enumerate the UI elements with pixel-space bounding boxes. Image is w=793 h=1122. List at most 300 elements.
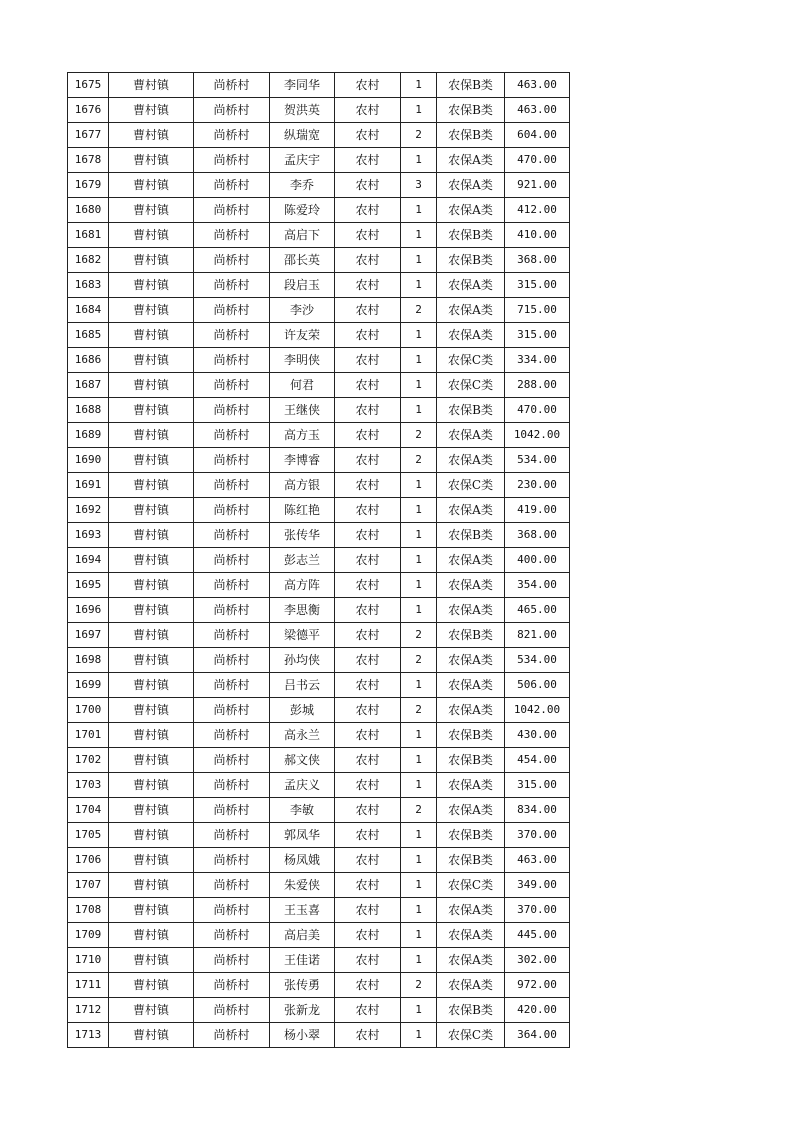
name-cell: 王继侠 [270, 398, 335, 423]
village-cell: 尚桥村 [194, 273, 270, 298]
village-cell: 尚桥村 [194, 398, 270, 423]
name-cell: 贺洪英 [270, 98, 335, 123]
row-number-cell: 1681 [68, 223, 109, 248]
category-cell: 农保A类 [437, 598, 505, 623]
row-number-cell: 1699 [68, 673, 109, 698]
category-cell: 农保A类 [437, 173, 505, 198]
village-cell: 尚桥村 [194, 673, 270, 698]
name-cell: 孟庆宇 [270, 148, 335, 173]
name-cell: 高方银 [270, 473, 335, 498]
village-cell: 尚桥村 [194, 223, 270, 248]
name-cell: 孟庆义 [270, 773, 335, 798]
area-type-cell: 农村 [335, 548, 401, 573]
name-cell: 杨凤娥 [270, 848, 335, 873]
category-cell: 农保A类 [437, 648, 505, 673]
name-cell: 陈红艳 [270, 498, 335, 523]
village-cell: 尚桥村 [194, 123, 270, 148]
village-cell: 尚桥村 [194, 798, 270, 823]
category-cell: 农保A类 [437, 273, 505, 298]
area-type-cell: 农村 [335, 773, 401, 798]
area-type-cell: 农村 [335, 498, 401, 523]
town-cell: 曹村镇 [109, 698, 194, 723]
category-cell: 农保C类 [437, 348, 505, 373]
table-row [68, 348, 570, 373]
village-cell: 尚桥村 [194, 148, 270, 173]
town-cell: 曹村镇 [109, 973, 194, 998]
household-size-cell: 1 [401, 848, 437, 873]
area-type-cell: 农村 [335, 173, 401, 198]
amount-cell: 454.00 [505, 748, 570, 773]
household-size-cell: 1 [401, 98, 437, 123]
row-number-cell: 1676 [68, 98, 109, 123]
row-number-cell: 1683 [68, 273, 109, 298]
table-row [68, 673, 570, 698]
village-cell: 尚桥村 [194, 598, 270, 623]
name-cell: 孙均侠 [270, 648, 335, 673]
amount-cell: 463.00 [505, 98, 570, 123]
area-type-cell: 农村 [335, 98, 401, 123]
village-cell: 尚桥村 [194, 448, 270, 473]
table-row [68, 448, 570, 473]
area-type-cell: 农村 [335, 448, 401, 473]
area-type-cell: 农村 [335, 998, 401, 1023]
name-cell: 李博睿 [270, 448, 335, 473]
name-cell: 朱爱侠 [270, 873, 335, 898]
household-size-cell: 1 [401, 1023, 437, 1048]
category-cell: 农保B类 [437, 998, 505, 1023]
table-row [68, 373, 570, 398]
amount-cell: 470.00 [505, 398, 570, 423]
town-cell: 曹村镇 [109, 823, 194, 848]
row-number-cell: 1704 [68, 798, 109, 823]
category-cell: 农保B类 [437, 123, 505, 148]
household-size-cell: 1 [401, 373, 437, 398]
household-size-cell: 1 [401, 473, 437, 498]
table-row [68, 848, 570, 873]
town-cell: 曹村镇 [109, 73, 194, 98]
town-cell: 曹村镇 [109, 773, 194, 798]
town-cell: 曹村镇 [109, 523, 194, 548]
category-cell: 农保B类 [437, 398, 505, 423]
table-row [68, 398, 570, 423]
name-cell: 李敏 [270, 798, 335, 823]
row-number-cell: 1708 [68, 898, 109, 923]
name-cell: 郭凤华 [270, 823, 335, 848]
area-type-cell: 农村 [335, 673, 401, 698]
household-size-cell: 1 [401, 948, 437, 973]
table-row [68, 223, 570, 248]
village-cell: 尚桥村 [194, 248, 270, 273]
name-cell: 高永兰 [270, 723, 335, 748]
row-number-cell: 1703 [68, 773, 109, 798]
row-number-cell: 1696 [68, 598, 109, 623]
name-cell: 李沙 [270, 298, 335, 323]
town-cell: 曹村镇 [109, 673, 194, 698]
row-number-cell: 1685 [68, 323, 109, 348]
household-size-cell: 1 [401, 898, 437, 923]
category-cell: 农保A类 [437, 198, 505, 223]
area-type-cell: 农村 [335, 273, 401, 298]
row-number-cell: 1710 [68, 948, 109, 973]
name-cell: 郝文侠 [270, 748, 335, 773]
village-cell: 尚桥村 [194, 973, 270, 998]
table-row [68, 1023, 570, 1048]
table-row [68, 598, 570, 623]
town-cell: 曹村镇 [109, 498, 194, 523]
table-row [68, 723, 570, 748]
area-type-cell: 农村 [335, 423, 401, 448]
amount-cell: 230.00 [505, 473, 570, 498]
village-cell: 尚桥村 [194, 348, 270, 373]
name-cell: 许友荣 [270, 323, 335, 348]
household-size-cell: 1 [401, 248, 437, 273]
row-number-cell: 1702 [68, 748, 109, 773]
category-cell: 农保B类 [437, 748, 505, 773]
amount-cell: 315.00 [505, 273, 570, 298]
category-cell: 农保A类 [437, 798, 505, 823]
town-cell: 曹村镇 [109, 348, 194, 373]
category-cell: 农保A类 [437, 973, 505, 998]
row-number-cell: 1688 [68, 398, 109, 423]
household-size-cell: 1 [401, 998, 437, 1023]
category-cell: 农保B类 [437, 523, 505, 548]
household-size-cell: 1 [401, 323, 437, 348]
amount-cell: 463.00 [505, 848, 570, 873]
household-size-cell: 3 [401, 173, 437, 198]
amount-cell: 334.00 [505, 348, 570, 373]
area-type-cell: 农村 [335, 1023, 401, 1048]
amount-cell: 302.00 [505, 948, 570, 973]
name-cell: 张传华 [270, 523, 335, 548]
village-cell: 尚桥村 [194, 198, 270, 223]
category-cell: 农保B类 [437, 248, 505, 273]
town-cell: 曹村镇 [109, 723, 194, 748]
village-cell: 尚桥村 [194, 373, 270, 398]
amount-cell: 410.00 [505, 223, 570, 248]
town-cell: 曹村镇 [109, 1023, 194, 1048]
household-size-cell: 2 [401, 123, 437, 148]
area-type-cell: 农村 [335, 648, 401, 673]
category-cell: 农保A类 [437, 898, 505, 923]
town-cell: 曹村镇 [109, 648, 194, 673]
table-row [68, 423, 570, 448]
table-row [68, 748, 570, 773]
category-cell: 农保C类 [437, 373, 505, 398]
table-row [68, 73, 570, 98]
amount-cell: 315.00 [505, 773, 570, 798]
amount-cell: 419.00 [505, 498, 570, 523]
household-size-cell: 1 [401, 223, 437, 248]
category-cell: 农保A类 [437, 548, 505, 573]
town-cell: 曹村镇 [109, 173, 194, 198]
town-cell: 曹村镇 [109, 373, 194, 398]
amount-cell: 534.00 [505, 448, 570, 473]
town-cell: 曹村镇 [109, 273, 194, 298]
row-number-cell: 1690 [68, 448, 109, 473]
village-cell: 尚桥村 [194, 548, 270, 573]
name-cell: 李明侠 [270, 348, 335, 373]
household-size-cell: 1 [401, 523, 437, 548]
row-number-cell: 1675 [68, 73, 109, 98]
category-cell: 农保A类 [437, 573, 505, 598]
household-size-cell: 1 [401, 723, 437, 748]
row-number-cell: 1707 [68, 873, 109, 898]
table-row [68, 998, 570, 1023]
amount-cell: 470.00 [505, 148, 570, 173]
town-cell: 曹村镇 [109, 123, 194, 148]
area-type-cell: 农村 [335, 623, 401, 648]
category-cell: 农保A类 [437, 148, 505, 173]
amount-cell: 349.00 [505, 873, 570, 898]
name-cell: 王佳诺 [270, 948, 335, 973]
town-cell: 曹村镇 [109, 948, 194, 973]
amount-cell: 368.00 [505, 248, 570, 273]
village-cell: 尚桥村 [194, 523, 270, 548]
amount-cell: 400.00 [505, 548, 570, 573]
amount-cell: 370.00 [505, 898, 570, 923]
area-type-cell: 农村 [335, 248, 401, 273]
row-number-cell: 1687 [68, 373, 109, 398]
category-cell: 农保A类 [437, 673, 505, 698]
name-cell: 段启玉 [270, 273, 335, 298]
name-cell: 高启美 [270, 923, 335, 948]
area-type-cell: 农村 [335, 973, 401, 998]
household-size-cell: 1 [401, 598, 437, 623]
household-size-cell: 2 [401, 648, 437, 673]
table-row [68, 198, 570, 223]
village-cell: 尚桥村 [194, 498, 270, 523]
name-cell: 张传勇 [270, 973, 335, 998]
table-row [68, 923, 570, 948]
household-size-cell: 1 [401, 548, 437, 573]
table-row [68, 98, 570, 123]
name-cell: 彭城 [270, 698, 335, 723]
household-size-cell: 2 [401, 798, 437, 823]
village-cell: 尚桥村 [194, 573, 270, 598]
village-cell: 尚桥村 [194, 723, 270, 748]
household-size-cell: 2 [401, 423, 437, 448]
amount-cell: 288.00 [505, 373, 570, 398]
name-cell: 吕书云 [270, 673, 335, 698]
amount-cell: 821.00 [505, 623, 570, 648]
town-cell: 曹村镇 [109, 923, 194, 948]
household-size-cell: 1 [401, 573, 437, 598]
name-cell: 梁德平 [270, 623, 335, 648]
category-cell: 农保A类 [437, 498, 505, 523]
town-cell: 曹村镇 [109, 398, 194, 423]
amount-cell: 420.00 [505, 998, 570, 1023]
row-number-cell: 1691 [68, 473, 109, 498]
area-type-cell: 农村 [335, 598, 401, 623]
name-cell: 李思衡 [270, 598, 335, 623]
town-cell: 曹村镇 [109, 898, 194, 923]
amount-cell: 445.00 [505, 923, 570, 948]
category-cell: 农保A类 [437, 773, 505, 798]
area-type-cell: 农村 [335, 398, 401, 423]
row-number-cell: 1692 [68, 498, 109, 523]
village-cell: 尚桥村 [194, 873, 270, 898]
name-cell: 纵瑞宽 [270, 123, 335, 148]
name-cell: 邵长英 [270, 248, 335, 273]
household-size-cell: 2 [401, 973, 437, 998]
table-row [68, 798, 570, 823]
household-size-cell: 1 [401, 673, 437, 698]
row-number-cell: 1705 [68, 823, 109, 848]
row-number-cell: 1712 [68, 998, 109, 1023]
village-cell: 尚桥村 [194, 298, 270, 323]
household-size-cell: 1 [401, 148, 437, 173]
household-size-cell: 1 [401, 73, 437, 98]
amount-cell: 1042.00 [505, 423, 570, 448]
table-body [68, 73, 570, 1048]
village-cell: 尚桥村 [194, 623, 270, 648]
household-size-cell: 2 [401, 698, 437, 723]
table-row [68, 548, 570, 573]
name-cell: 李乔 [270, 173, 335, 198]
amount-cell: 972.00 [505, 973, 570, 998]
row-number-cell: 1700 [68, 698, 109, 723]
area-type-cell: 农村 [335, 573, 401, 598]
row-number-cell: 1697 [68, 623, 109, 648]
village-cell: 尚桥村 [194, 773, 270, 798]
amount-cell: 534.00 [505, 648, 570, 673]
area-type-cell: 农村 [335, 723, 401, 748]
amount-cell: 1042.00 [505, 698, 570, 723]
village-cell: 尚桥村 [194, 823, 270, 848]
household-size-cell: 1 [401, 198, 437, 223]
row-number-cell: 1713 [68, 1023, 109, 1048]
table-row [68, 648, 570, 673]
name-cell: 李同华 [270, 73, 335, 98]
household-size-cell: 1 [401, 873, 437, 898]
area-type-cell: 农村 [335, 848, 401, 873]
town-cell: 曹村镇 [109, 548, 194, 573]
amount-cell: 506.00 [505, 673, 570, 698]
category-cell: 农保B类 [437, 73, 505, 98]
table-row [68, 898, 570, 923]
area-type-cell: 农村 [335, 523, 401, 548]
row-number-cell: 1678 [68, 148, 109, 173]
village-cell: 尚桥村 [194, 923, 270, 948]
area-type-cell: 农村 [335, 798, 401, 823]
area-type-cell: 农村 [335, 948, 401, 973]
table-row [68, 498, 570, 523]
town-cell: 曹村镇 [109, 323, 194, 348]
amount-cell: 412.00 [505, 198, 570, 223]
table-row [68, 298, 570, 323]
town-cell: 曹村镇 [109, 873, 194, 898]
name-cell: 彭志兰 [270, 548, 335, 573]
area-type-cell: 农村 [335, 823, 401, 848]
household-size-cell: 1 [401, 823, 437, 848]
row-number-cell: 1677 [68, 123, 109, 148]
category-cell: 农保A类 [437, 298, 505, 323]
table-row [68, 273, 570, 298]
table-row [68, 698, 570, 723]
village-cell: 尚桥村 [194, 748, 270, 773]
row-number-cell: 1679 [68, 173, 109, 198]
amount-cell: 354.00 [505, 573, 570, 598]
row-number-cell: 1711 [68, 973, 109, 998]
category-cell: 农保A类 [437, 423, 505, 448]
amount-cell: 315.00 [505, 323, 570, 348]
table-row [68, 173, 570, 198]
table-row [68, 323, 570, 348]
name-cell: 张新龙 [270, 998, 335, 1023]
table-row [68, 773, 570, 798]
row-number-cell: 1682 [68, 248, 109, 273]
village-cell: 尚桥村 [194, 98, 270, 123]
village-cell: 尚桥村 [194, 73, 270, 98]
household-size-cell: 1 [401, 773, 437, 798]
name-cell: 高方玉 [270, 423, 335, 448]
town-cell: 曹村镇 [109, 848, 194, 873]
beneficiary-table [67, 72, 570, 1048]
area-type-cell: 农村 [335, 873, 401, 898]
amount-cell: 368.00 [505, 523, 570, 548]
name-cell: 何君 [270, 373, 335, 398]
row-number-cell: 1695 [68, 573, 109, 598]
area-type-cell: 农村 [335, 73, 401, 98]
area-type-cell: 农村 [335, 898, 401, 923]
category-cell: 农保A类 [437, 448, 505, 473]
town-cell: 曹村镇 [109, 98, 194, 123]
village-cell: 尚桥村 [194, 898, 270, 923]
row-number-cell: 1694 [68, 548, 109, 573]
table-row [68, 873, 570, 898]
town-cell: 曹村镇 [109, 223, 194, 248]
name-cell: 高方阵 [270, 573, 335, 598]
area-type-cell: 农村 [335, 698, 401, 723]
table-row [68, 948, 570, 973]
row-number-cell: 1689 [68, 423, 109, 448]
amount-cell: 364.00 [505, 1023, 570, 1048]
name-cell: 陈爱玲 [270, 198, 335, 223]
category-cell: 农保B类 [437, 623, 505, 648]
row-number-cell: 1701 [68, 723, 109, 748]
row-number-cell: 1709 [68, 923, 109, 948]
table-row [68, 123, 570, 148]
town-cell: 曹村镇 [109, 798, 194, 823]
household-size-cell: 2 [401, 298, 437, 323]
name-cell: 杨小翠 [270, 1023, 335, 1048]
amount-cell: 715.00 [505, 298, 570, 323]
household-size-cell: 2 [401, 448, 437, 473]
village-cell: 尚桥村 [194, 698, 270, 723]
town-cell: 曹村镇 [109, 573, 194, 598]
town-cell: 曹村镇 [109, 148, 194, 173]
row-number-cell: 1684 [68, 298, 109, 323]
row-number-cell: 1680 [68, 198, 109, 223]
town-cell: 曹村镇 [109, 448, 194, 473]
category-cell: 农保A类 [437, 948, 505, 973]
category-cell: 农保B类 [437, 848, 505, 873]
category-cell: 农保A类 [437, 923, 505, 948]
area-type-cell: 农村 [335, 748, 401, 773]
town-cell: 曹村镇 [109, 248, 194, 273]
category-cell: 农保A类 [437, 323, 505, 348]
village-cell: 尚桥村 [194, 998, 270, 1023]
table-row [68, 148, 570, 173]
table-row [68, 523, 570, 548]
area-type-cell: 农村 [335, 348, 401, 373]
village-cell: 尚桥村 [194, 848, 270, 873]
area-type-cell: 农村 [335, 373, 401, 398]
town-cell: 曹村镇 [109, 623, 194, 648]
household-size-cell: 1 [401, 273, 437, 298]
village-cell: 尚桥村 [194, 323, 270, 348]
village-cell: 尚桥村 [194, 423, 270, 448]
